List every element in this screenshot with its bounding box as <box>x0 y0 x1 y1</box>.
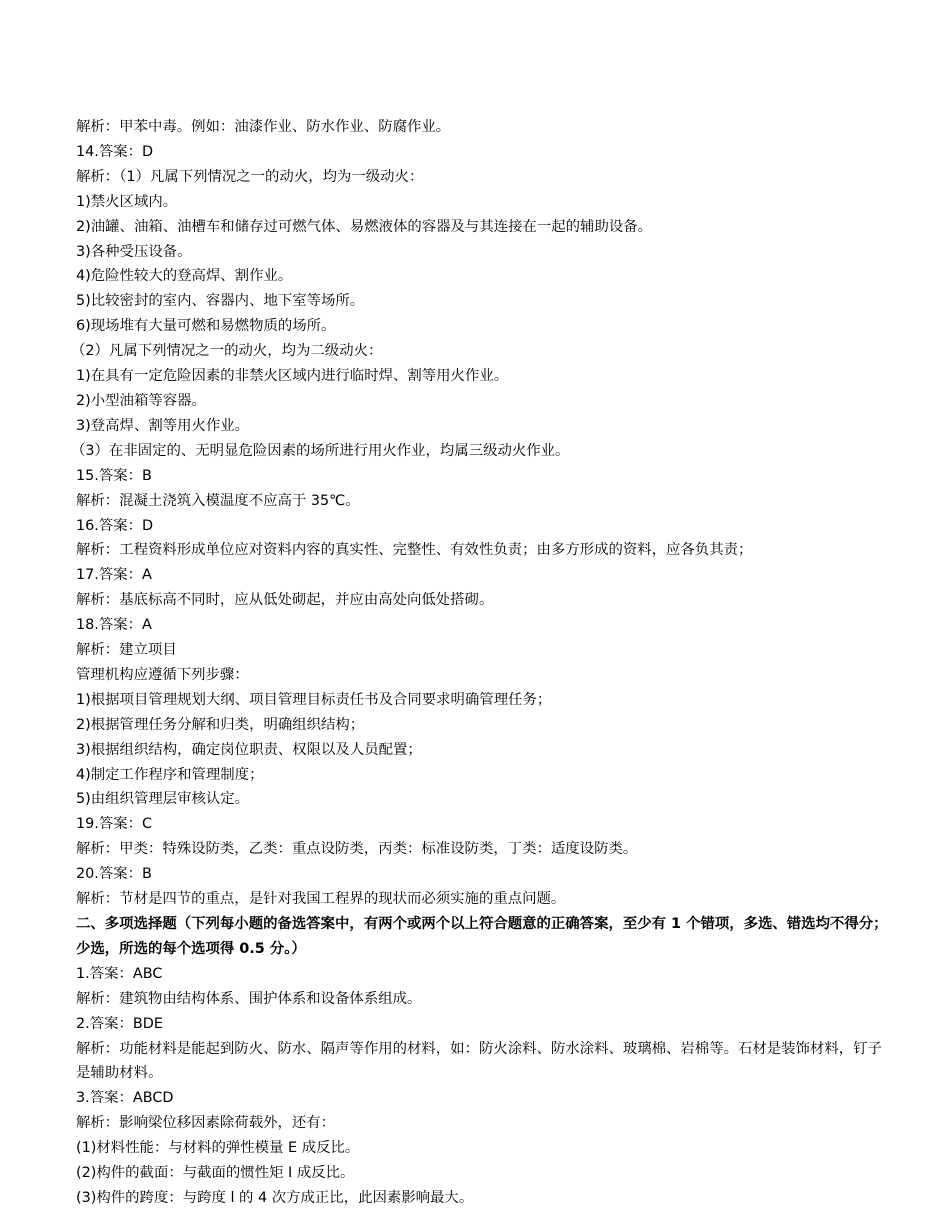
text-line: 解析：（1）凡属下列情况之一的动火，均为一级动火： <box>76 168 424 185</box>
text-line: 解析：工程资料形成单位应对资料内容的真实性、完整性、有效性负责；由多方形成的资料，应各负其责； <box>76 542 753 559</box>
answer-heading: 1.答案：ABC <box>76 965 163 982</box>
text-line: 管理机构应遵循下列步骤： <box>76 666 249 683</box>
text-line: 解析：建立项目 <box>76 642 177 659</box>
list-item: (1)材料性能：与材料的弹性模量 E 成反比。 <box>76 1140 360 1157</box>
list-item: 5)比较密封的室内、容器内、地下室等场所。 <box>76 293 365 310</box>
list-item: 1)根据项目管理规划大纲、项目管理目标责任书及合同要求明确管理任务； <box>76 691 552 708</box>
list-item: 3)登高焊、割等用火作业。 <box>76 417 250 434</box>
text-line: 解析：甲类：特殊设防类，乙类：重点设防类，丙类：标准设防类，丁类：适度设防类。 <box>76 841 638 858</box>
answer-heading: 19.答案：C <box>76 816 153 833</box>
answer-heading: 2.答案：BDE <box>76 1015 163 1032</box>
list-item: 1)禁火区域内。 <box>76 193 178 210</box>
text-line: 解析：影响梁位移因素除荷载外，还有： <box>76 1115 336 1132</box>
list-item: 3)根据组织结构，确定岗位职责、权限以及人员配置； <box>76 741 422 758</box>
answer-heading: 16.答案：D <box>76 517 154 534</box>
text-line: 解析：节材是四节的重点，是针对我国工程界的现状而必须实施的重点问题。 <box>76 891 566 908</box>
text-line: 解析：建筑物由结构体系、围护体系和设备体系组成。 <box>76 990 422 1007</box>
text-line: （2）凡属下列情况之一的动火，均为二级动火： <box>71 343 383 360</box>
section-heading: 二、多项选择题（下列每小题的备选答案中，有两个或两个以上符合题意的正确答案，至少有 1 个错项，多选、错选均不得分；少选，所选的每个选项得 0.5 分。） <box>76 916 888 957</box>
list-item: 2)油罐、油箱、油槽车和储存过可燃气体、易燃液体的容器及与其连接在一起的辅助设备。 <box>76 218 653 235</box>
list-item: 6)现场堆有大量可燃和易燃物质的场所。 <box>76 318 336 335</box>
document-page <box>71 115 888 1211</box>
text-line: 解析：混凝土浇筑入模温度不应高于 35℃。 <box>76 492 360 509</box>
list-item: (2)构件的截面：与截面的惯性矩 I 成反比。 <box>76 1165 355 1182</box>
answer-heading: 3.答案：ABCD <box>76 1090 174 1107</box>
answer-heading: 15.答案：B <box>76 467 152 484</box>
list-item: 3)各种受压设备。 <box>76 243 192 260</box>
answer-heading: 20.答案：B <box>76 866 152 883</box>
text-line: 解析：基底标高不同时，应从低处砌起，并应由高处向低处搭砌。 <box>76 592 494 609</box>
list-item: 4)制定工作程序和管理制度； <box>76 766 264 783</box>
answer-heading: 18.答案：A <box>76 617 152 634</box>
list-item: 1)在具有一定危险因素的非禁火区域内进行临时焊、割等用火作业。 <box>76 368 509 385</box>
list-item: 2)小型油箱等容器。 <box>76 392 206 409</box>
list-item: 5)由组织管理层审核认定。 <box>76 791 250 808</box>
list-item: 2)根据管理任务分解和归类，明确组织结构； <box>76 716 365 733</box>
list-item: 4)危险性较大的登高焊、割作业。 <box>76 268 293 285</box>
answer-heading: 14.答案：D <box>76 143 154 160</box>
text-paragraph: 解析：功能材料是能起到防火、防水、隔声等作用的材料，如：防火涂料、防水涂料、玻璃棉、岩棉等。石材是装饰材料，钉子是辅助材料。 <box>76 1040 882 1082</box>
text-line: 解析：甲苯中毒。例如：油漆作业、防水作业、防腐作业。 <box>76 119 451 135</box>
text-line: （3）在非固定的、无明显危险因素的场所进行用火作业，均属三级动火作业。 <box>71 442 570 459</box>
list-item: (3)构件的跨度：与跨度 l 的 4 次方成正比，此因素影响最大。 <box>76 1189 474 1206</box>
answer-heading: 17.答案：A <box>76 567 152 584</box>
